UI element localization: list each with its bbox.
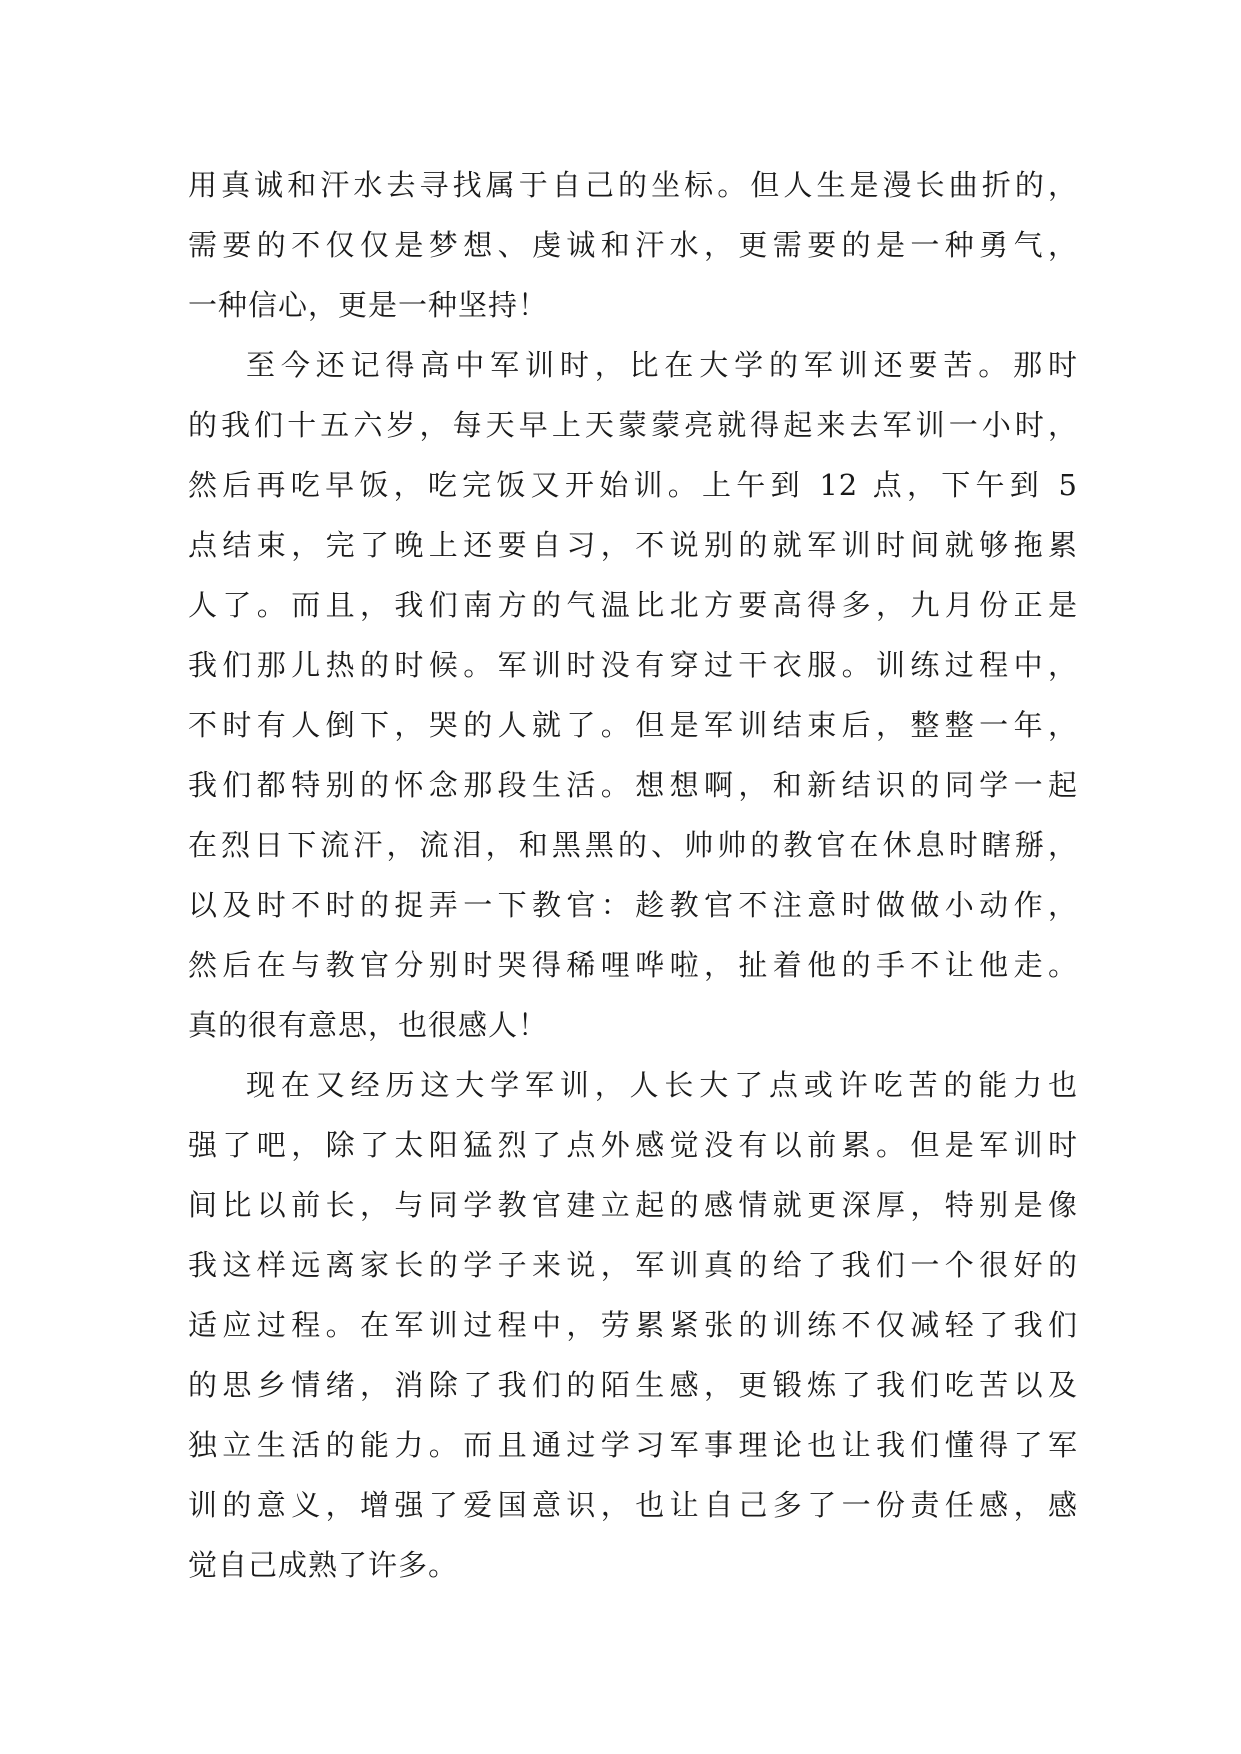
text-line: 觉自己成熟了许多。: [188, 1548, 459, 1582]
text-line: 我们都特别的怀念那段生活。想想啊，和新结识的同学一起: [188, 768, 1078, 802]
text-line: 以及时不时的捉弄一下教官：趁教官不注意时做做小动作，: [188, 888, 1078, 922]
text-line: 训的意义，增强了爱国意识，也让自己多了一份责任感，感: [188, 1488, 1078, 1522]
text-line: 现在又经历这大学军训，人长大了点或许吃苦的能力也: [246, 1068, 1078, 1102]
text-line: 强了吧，除了太阳猛烈了点外感觉没有以前累。但是军训时: [188, 1128, 1078, 1162]
text-line: 人了。而且，我们南方的气温比北方要高得多，九月份正是: [188, 588, 1078, 622]
body-text: [188, 155, 1078, 1595]
text-line: 我们那儿热的时候。军训时没有穿过干衣服。训练过程中，: [188, 648, 1078, 682]
text-line: 需要的不仅仅是梦想、虔诚和汗水，更需要的是一种勇气，: [188, 228, 1078, 262]
paragraph: [188, 1055, 1078, 1595]
text-line: 间比以前长，与同学教官建立起的感情就更深厚，特别是像: [188, 1188, 1078, 1222]
text-line: 点结束，完了晚上还要自习，不说别的就军训时间就够拖累: [188, 528, 1078, 562]
paragraph: [188, 155, 1078, 335]
text-line: 真的很有意思，也很感人！: [188, 1008, 549, 1042]
text-line: 的我们十五六岁，每天早上天蒙蒙亮就得起来去军训一小时，: [188, 408, 1078, 442]
text-line: 我这样远离家长的学子来说，军训真的给了我们一个很好的: [188, 1248, 1078, 1282]
text-line: 不时有人倒下，哭的人就了。但是军训结束后，整整一年，: [188, 708, 1078, 742]
text-line: 在烈日下流汗，流泪，和黑黑的、帅帅的教官在休息时瞎掰，: [188, 828, 1078, 862]
text-line: 的思乡情绪，消除了我们的陌生感，更锻炼了我们吃苦以及: [188, 1368, 1078, 1402]
text-line: 适应过程。在军训过程中，劳累紧张的训练不仅减轻了我们: [188, 1308, 1078, 1342]
text-line: 然后在与教官分别时哭得稀哩哗啦，扯着他的手不让他走。: [188, 948, 1078, 982]
paragraph: [188, 335, 1078, 1055]
text-line: 一种信心，更是一种坚持！: [188, 288, 549, 322]
text-line: 用真诚和汗水去寻找属于自己的坐标。但人生是漫长曲折的，: [188, 168, 1078, 202]
text-line: 至今还记得高中军训时，比在大学的军训还要苦。那时: [246, 348, 1078, 382]
text-line: 然后再吃早饭，吃完饭又开始训。上午到 12 点，下午到 5: [188, 468, 1078, 502]
text-line: 独立生活的能力。而且通过学习军事理论也让我们懂得了军: [188, 1428, 1078, 1462]
